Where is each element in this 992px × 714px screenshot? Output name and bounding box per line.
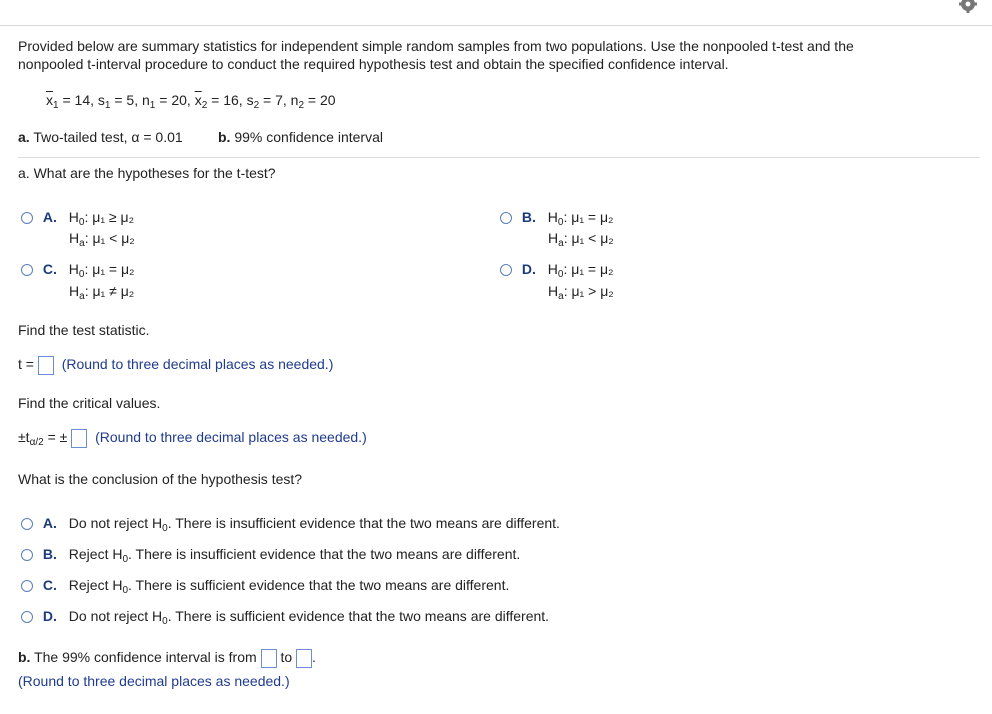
- test-stat-input[interactable]: [38, 356, 54, 375]
- hypothesis-option-b[interactable]: B. $H_0$: μ₁ = μ₂: [500, 209, 614, 225]
- test-stat-prompt: Find the test statistic.: [18, 322, 150, 338]
- critical-prompt: Find the critical values.: [18, 395, 161, 411]
- interval-hint: (Round to three decimal places as needed.): [18, 673, 290, 689]
- radio-button[interactable]: [21, 212, 33, 224]
- summary-stats: $\overline{x}_1 = 14$, $s_1 = 5$, $n_1 = 20$, $\overline{x}_2 = 16$, $s_2 = 7$, $n_2 = 20$: [46, 92, 336, 111]
- radio-button[interactable]: [21, 549, 33, 561]
- conclusion-prompt: What is the conclusion of the hypothesis test?: [18, 471, 303, 487]
- hypothesis-option-a[interactable]: A. $H_0$: μ₁ ≥ μ₂: [21, 209, 134, 225]
- question-a: a. What are the hypotheses for the t-test?: [18, 165, 276, 181]
- test-stat-hint: (Round to three decimal places as needed.): [61, 356, 334, 373]
- intro-line-2: nonpooled t-interval procedure to conduct the required hypothesis test and obtain the specified confidence interval.: [18, 56, 729, 72]
- hypothesis-b-alt: $H_a$: μ₁ < μ₂: [548, 230, 614, 249]
- conclusion-option-a[interactable]: A. Do not reject $H_0$. There is insufficient evidence that the two means are different.: [21, 515, 560, 531]
- hypothesis-c-alt: $H_a$: μ₁ ≠ μ₂: [69, 283, 135, 302]
- radio-button[interactable]: [21, 264, 33, 276]
- hypothesis-a-alt: $H_a$: μ₁ < μ₂: [69, 230, 135, 249]
- interval-row: b. The 99% confidence interval is from to .: [18, 649, 316, 668]
- intro-line-1: Provided below are summary statistics for independent simple random samples from two populations. Use the nonpooled t-test and the: [18, 38, 854, 54]
- conclusion-option-b[interactable]: B. Reject $H_0$. There is insufficient evidence that the two means are different.: [21, 546, 520, 562]
- section-divider: [18, 157, 980, 158]
- top-divider: [0, 25, 992, 26]
- gear-icon[interactable]: [957, 0, 979, 16]
- conclusion-option-d[interactable]: D. Do not reject $H_0$. There is sufficient evidence that the two means are different.: [21, 608, 549, 624]
- radio-button[interactable]: [500, 264, 512, 276]
- conclusion-option-c[interactable]: C. Reject $H_0$. There is sufficient evidence that the two means are different.: [21, 577, 509, 593]
- critical-row: $\pm t_{\alpha/2}$ = ± (Round to three decimal places as needed.): [18, 429, 367, 449]
- radio-button[interactable]: [500, 212, 512, 224]
- hypothesis-option-d[interactable]: D. $H_0$: μ₁ = μ₂: [500, 261, 614, 277]
- radio-button[interactable]: [21, 580, 33, 592]
- radio-button[interactable]: [21, 611, 33, 623]
- hypothesis-option-c[interactable]: C. $H_0$: μ₁ = μ₂: [21, 261, 135, 277]
- radio-button[interactable]: [21, 518, 33, 530]
- critical-hint: (Round to three decimal places as needed.): [95, 429, 367, 446]
- critical-value-input[interactable]: [71, 429, 87, 448]
- part-b-spec: b. 99% confidence interval: [218, 129, 383, 145]
- interval-lower-input[interactable]: [261, 649, 277, 668]
- interval-upper-input[interactable]: [296, 649, 312, 668]
- part-a-spec: a. Two-tailed test, α = 0.01: [18, 129, 183, 145]
- hypothesis-d-alt: $H_a$: μ₁ > μ₂: [548, 283, 614, 302]
- test-stat-row: t = (Round to three decimal places as needed.): [18, 356, 333, 375]
